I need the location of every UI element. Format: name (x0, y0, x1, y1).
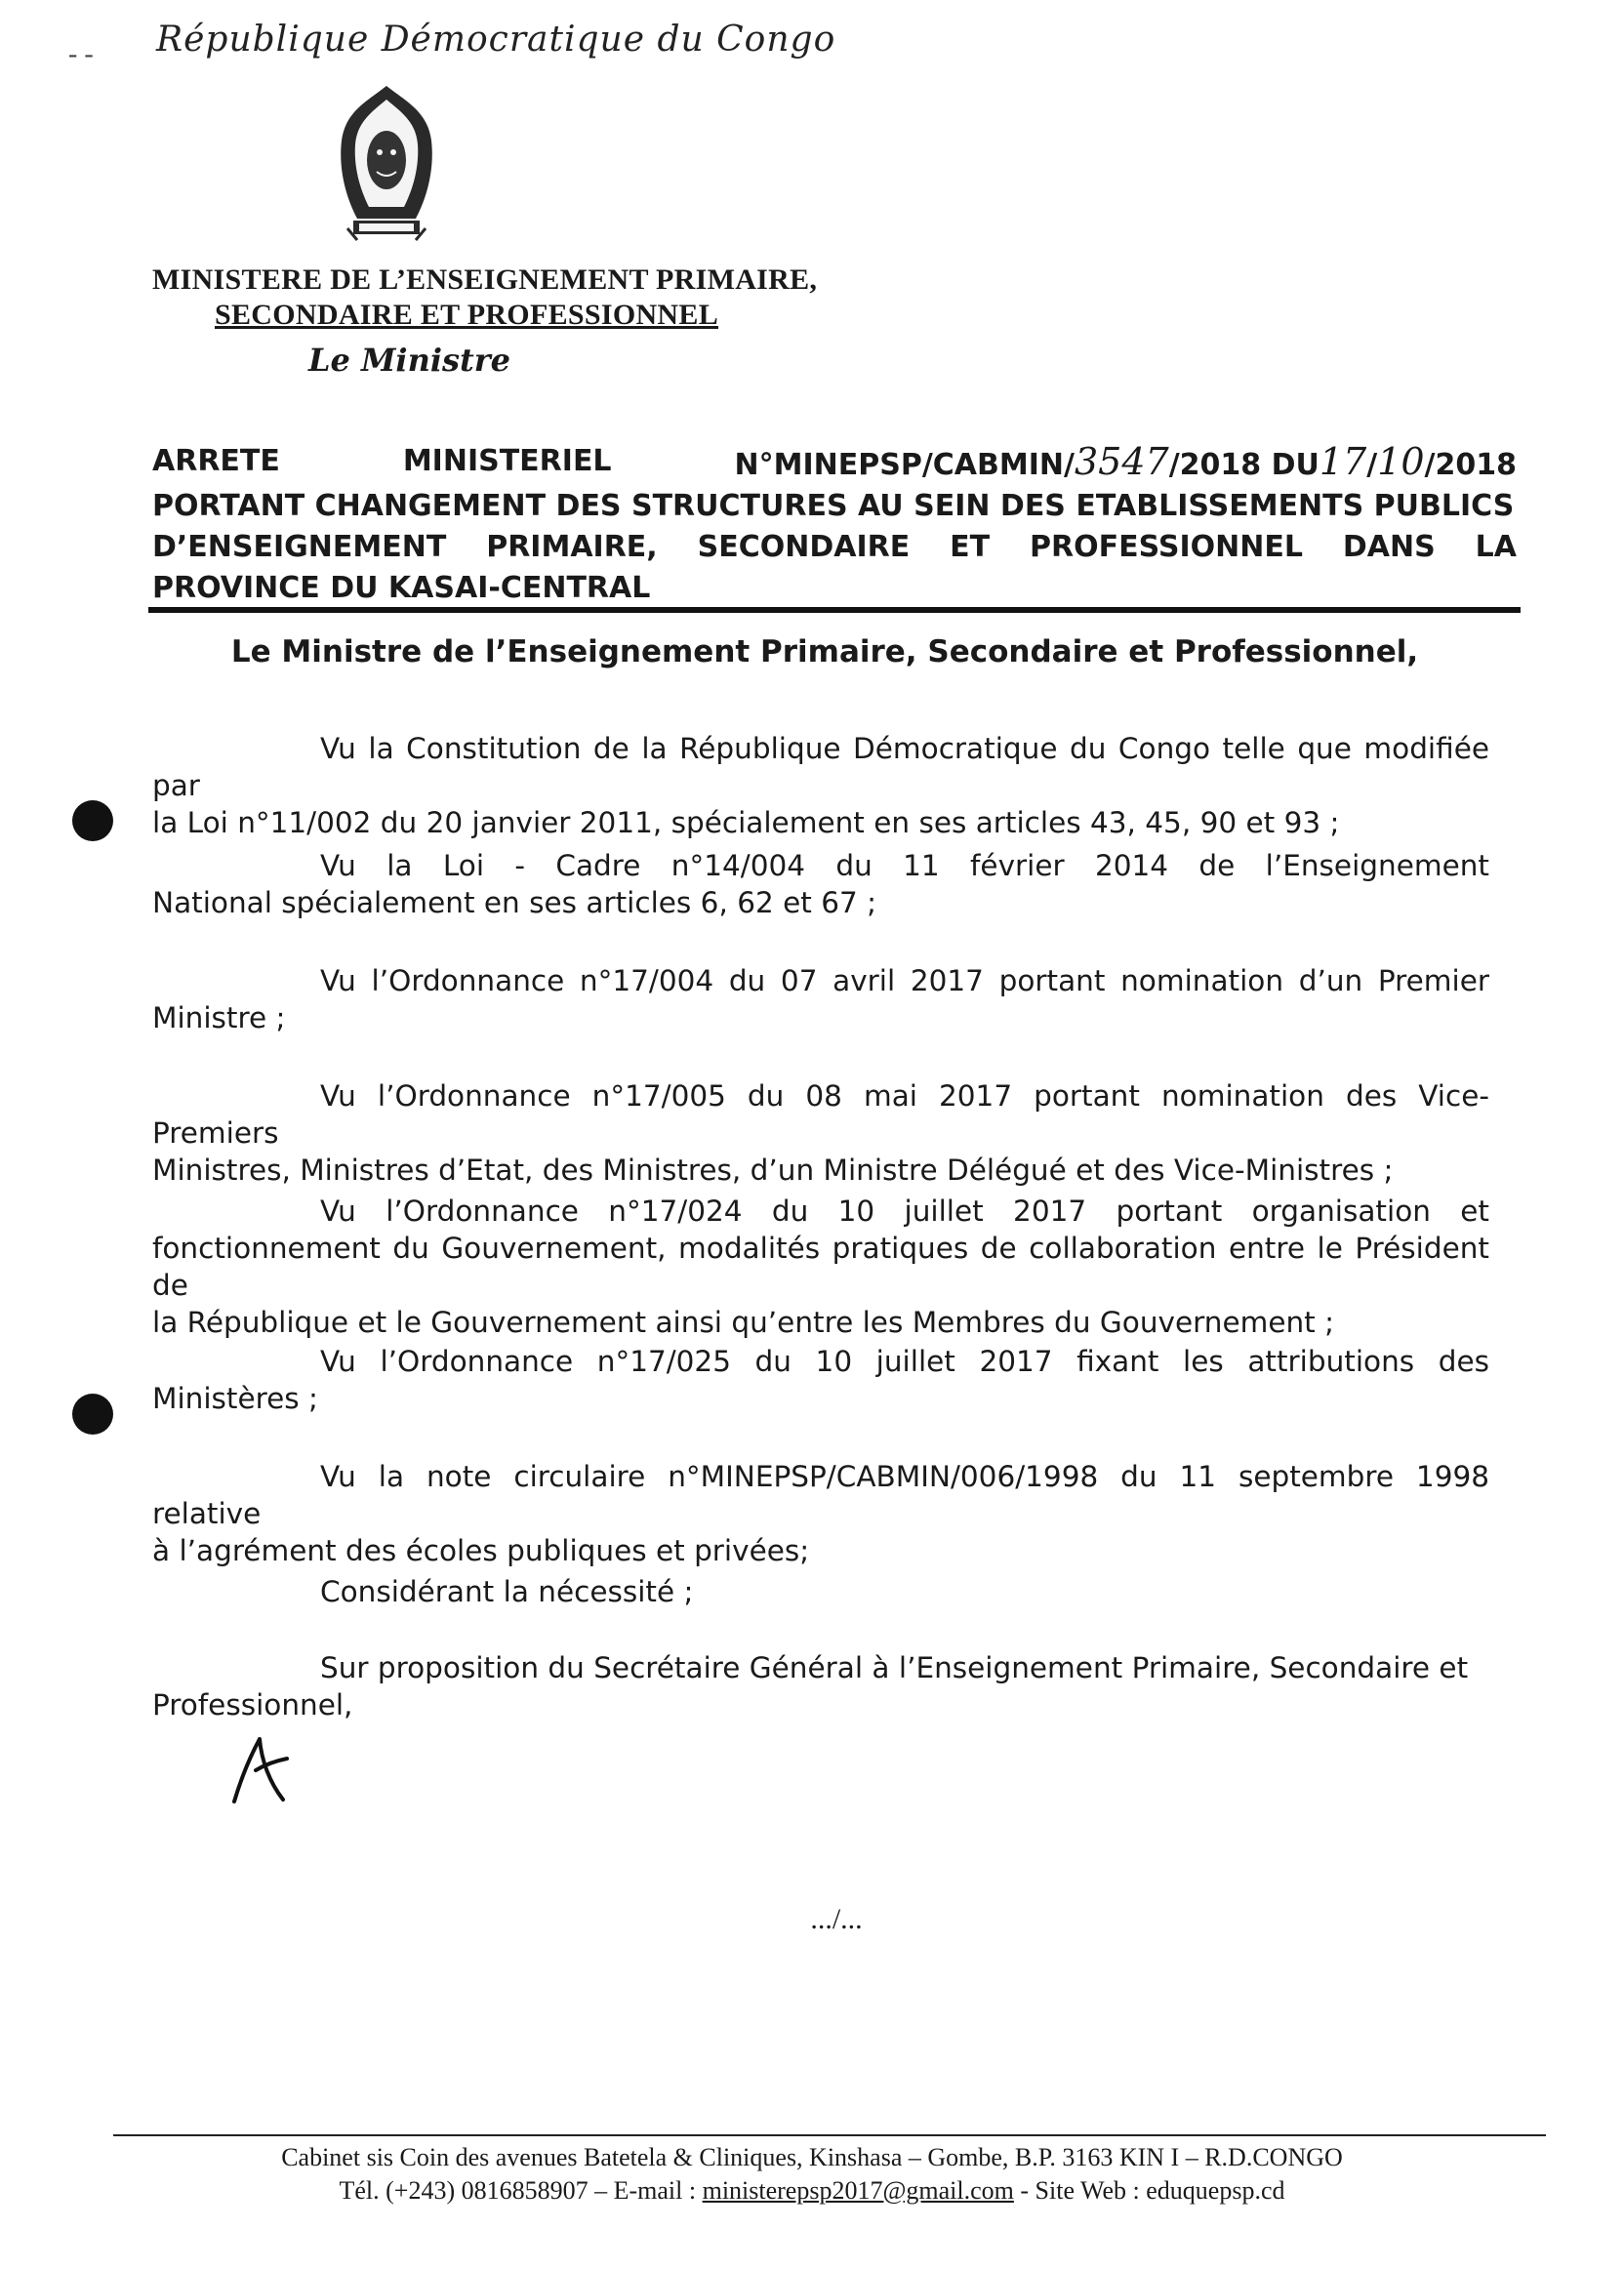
paragraph-note-circulaire (152, 1458, 1489, 1569)
paragraph-line: la Loi n°11/002 du 20 janvier 2011, spécialement en ses articles 43, 45, 90 et 93 ; (152, 806, 1340, 839)
paragraph-ordonnance-005 (152, 1077, 1489, 1189)
decree-word: LA (1475, 530, 1517, 564)
footer-website: - Site Web : eduquepsp.cd (1013, 2176, 1285, 2205)
decree-word: MINISTERIEL (402, 444, 612, 478)
paragraph-line: Vu l’Ordonnance n°17/024 du 10 juillet 2017 portant organisation et (320, 1195, 1489, 1228)
paragraph-line: Professionnel, (152, 1688, 353, 1722)
decree-word: SECONDAIRE (697, 530, 911, 564)
paragraph-proposition (152, 1649, 1489, 1723)
handwritten-day: 17 (1319, 440, 1367, 483)
minister-heading: Le Ministre de l’Enseignement Primaire, Secondaire et Professionnel, (230, 634, 1419, 669)
decree-word: DANS (1342, 530, 1436, 564)
decree-word: ET (950, 530, 991, 564)
paragraph-line: Vu la Loi - Cadre n°14/004 du 11 février 2014 de l’Enseignement (320, 849, 1489, 882)
decree-word: PRIMAIRE, (486, 530, 658, 564)
decree-title-line3 (152, 527, 1517, 568)
decree-title-text: PORTANT CHANGEMENT DES STRUCTURES AU SEIN DES ETABLISSEMENTS PUBLICS (152, 489, 1515, 523)
paragraph-line: Vu la Constitution de la République Démocratique du Congo telle que modifiée par (152, 732, 1489, 802)
ministry-name-line1: MINISTERE DE L’ENSEIGNEMENT PRIMAIRE, (152, 263, 818, 296)
paragraph-line: Considérant la nécessité ; (320, 1575, 694, 1608)
ministry-name-line2: SECONDAIRE ET PROFESSIONNEL (215, 299, 719, 331)
footer-contact (0, 2174, 1624, 2208)
paragraph-line: Vu l’Ordonnance n°17/004 du 07 avril 2017 portant nomination d’un Premier (320, 964, 1489, 997)
paragraph-line: Ministères ; (152, 1382, 318, 1415)
decree-word: PROFESSIONNEL (1030, 530, 1303, 564)
decree-title-line4: PROVINCE DU KASAI-CENTRAL (152, 571, 651, 605)
paragraph-considerant (152, 1573, 1489, 1610)
decree-word: ARRETE (152, 444, 280, 478)
paragraph-line: National spécialement en ses articles 6, 62 et 67 ; (152, 886, 877, 919)
decree-number-suffix: /2018 (1168, 448, 1262, 482)
coat-of-arms-emblem (328, 82, 445, 243)
paragraph-line: Ministres, Ministres d’Etat, des Ministres, d’un Ministre Délégué et des Vice-Ministres ; (152, 1154, 1394, 1187)
republic-heading: République Démocratique du Congo (156, 20, 836, 60)
paragraph-constitution (152, 730, 1489, 841)
decree-title-line1 (152, 441, 1517, 486)
decree-word: D’ENSEIGNEMENT (152, 530, 447, 564)
paragraph-line: à l’agrément des écoles publiques et privées; (152, 1534, 810, 1567)
decree-number: N°MINEPSP/CABMIN/3547/2018 DU17/10/2018 (734, 440, 1517, 483)
decree-year: /2018 (1424, 448, 1517, 482)
punch-hole-mark (72, 800, 113, 841)
stray-mark: - - (68, 39, 94, 69)
continuation-mark: .../... (810, 1903, 863, 1935)
footer-address: Cabinet sis Coin des avenues Batetela & Cliniques, Kinshasa – Gombe, B.P. 3163 KIN I – R.D.CONGO (281, 2143, 1343, 2171)
paragraph-loi-cadre (152, 847, 1489, 921)
paragraph-line: Ministre ; (152, 1001, 286, 1034)
footer-email-link[interactable]: ministerepsp2017@gmail.com (702, 2176, 1014, 2205)
minister-title: Le Ministre (308, 342, 511, 379)
paragraph-line: Vu l’Ordonnance n°17/025 du 10 juillet 2017 fixant les attributions des (320, 1345, 1489, 1378)
paragraph-line: Vu la note circulaire n°MINEPSP/CABMIN/006/1998 du 11 septembre 1998 relative (152, 1460, 1489, 1530)
decree-number-prefix: N°MINEPSP/CABMIN/ (734, 448, 1075, 482)
paragraph-line: la République et le Gouvernement ainsi qu’entre les Membres du Gouvernement ; (152, 1306, 1335, 1339)
footer-divider (113, 2134, 1546, 2136)
paragraph-line: fonctionnement du Gouvernement, modalités pratiques de collaboration entre le Président de (152, 1232, 1489, 1302)
decree-title-line2 (152, 486, 1517, 527)
handwritten-month: 10 (1377, 440, 1425, 483)
paragraph-ordonnance-004 (152, 962, 1489, 1036)
decree-date-label: DU (1271, 448, 1320, 482)
footer-telephone: Tél. (+243) 0816858907 – E-mail : (339, 2176, 703, 2205)
handwritten-initial-mark (226, 1731, 295, 1809)
decree-title (152, 441, 1517, 609)
paragraph-line: Sur proposition du Secrétaire Général à l’Enseignement Primaire, Secondaire et (320, 1651, 1469, 1684)
paragraph-ordonnance-025 (152, 1343, 1489, 1417)
handwritten-number: 3547 (1074, 440, 1169, 483)
title-divider (148, 607, 1521, 613)
punch-hole-mark (72, 1394, 113, 1435)
paragraph-line: Vu l’Ordonnance n°17/005 du 08 mai 2017 portant nomination des Vice-Premiers (152, 1079, 1489, 1150)
paragraph-ordonnance-024 (152, 1193, 1489, 1341)
